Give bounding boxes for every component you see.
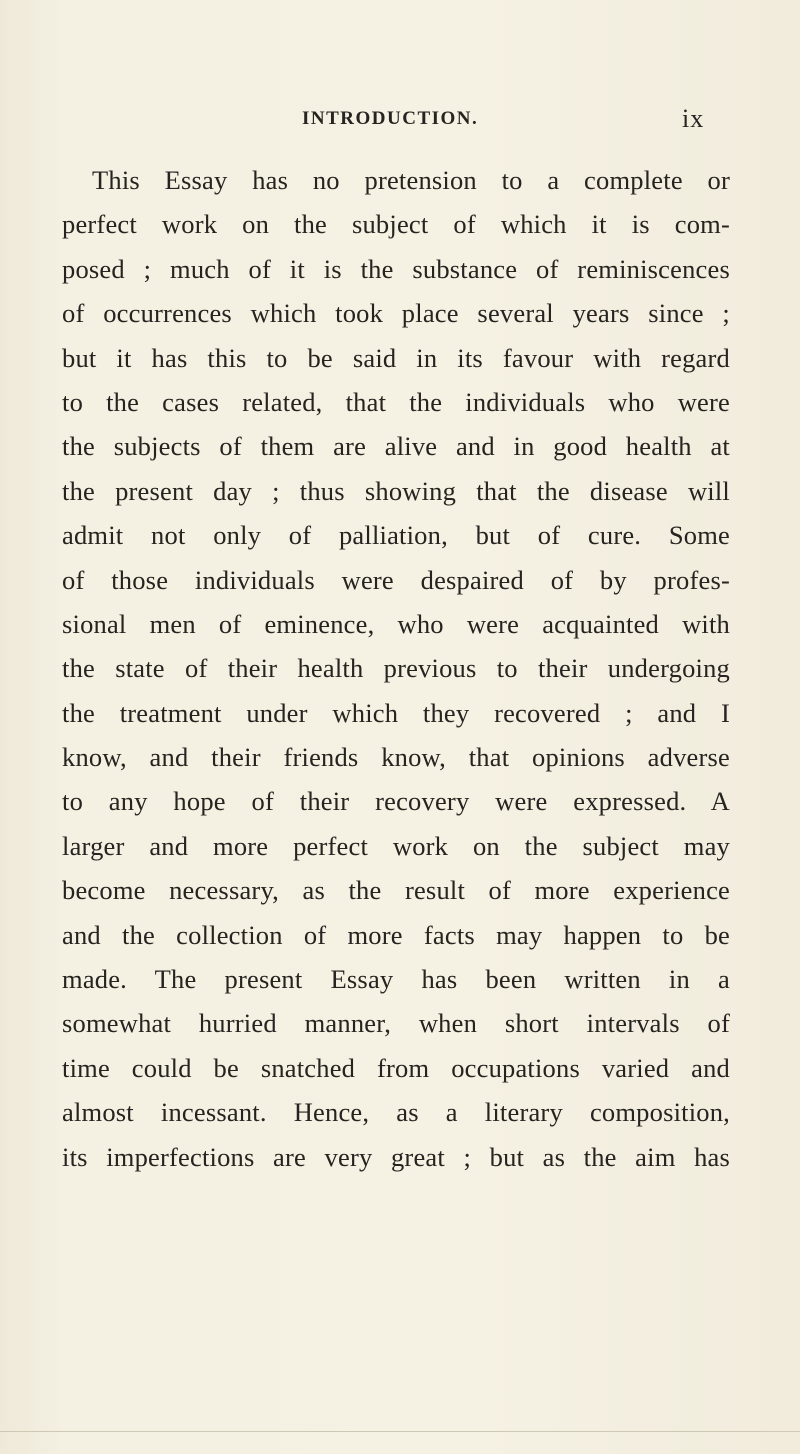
text-line: and the collection of more facts may happen to be [62,919,730,950]
text-line: This Essay has no pretension to a complete or [92,165,730,195]
text-line: its imperfections are very great ; but as the aim has [62,1141,730,1172]
text-line: somewhat hurried manner, when short intervals of [62,1008,730,1039]
running-head: INTRODUCTION. [302,108,479,129]
text-line: almost incessant. Hence, as a literary composition, [62,1097,730,1128]
page-edge-line [0,1431,800,1432]
text-line: perfect work on the subject of which it is com- [62,209,730,240]
text-line: sional men of eminence, who were acquainted with [62,608,730,639]
text-line: larger and more perfect work on the subject may [62,830,730,861]
page-header [0,104,800,138]
text-line: to any hope of their recovery were expressed. A [62,786,730,817]
text-line: the present day ; thus showing that the disease will [62,475,730,506]
text-line: posed ; much of it is the substance of reminiscences [62,253,730,284]
text-line: to the cases related, that the individuals who were [62,386,730,417]
text-line: of occurrences which took place several years since ; [62,298,730,329]
text-line: admit not only of palliation, but of cure. Some [62,520,730,551]
text-line: know, and their friends know, that opinions adverse [62,742,730,773]
text-line: become necessary, as the result of more experience [62,875,730,906]
text-line: the subjects of them are alive and in good health at [62,431,730,462]
page-number: ix [682,104,705,133]
body-text [62,158,730,1179]
text-line: the state of their health previous to their undergoing [62,653,730,684]
text-line: but it has this to be said in its favour with regard [62,342,730,373]
text-line: of those individuals were despaired of by profes- [62,564,730,595]
text-line: time could be snatched from occupations varied and [62,1052,730,1083]
text-line: the treatment under which they recovered ; and I [62,697,730,728]
text-line: made. The present Essay has been written in a [62,964,730,995]
